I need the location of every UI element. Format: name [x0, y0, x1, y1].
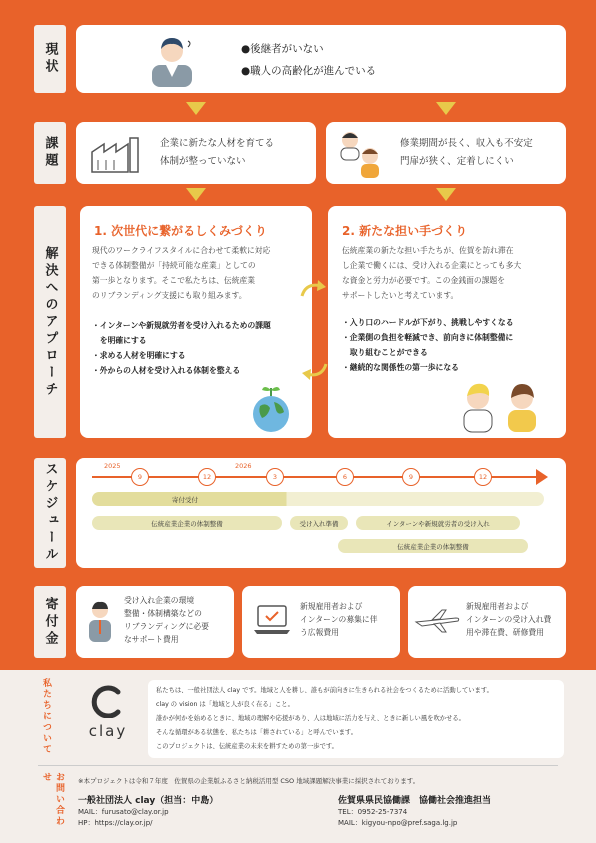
- approach-right-title: 2. 新たな担い手づくり: [342, 224, 468, 238]
- schedule-bar: 伝統産業企業の体制整備: [92, 516, 282, 530]
- timeline-line: [92, 476, 538, 478]
- about-line: そんな循環がある状態を、私たちは「耕されている」と呼んでいます。: [156, 729, 357, 736]
- body-line: サポートしたいと考えています。: [342, 291, 459, 300]
- body-line: 現代のワークライフスタイルに合わせて柔軟に対応: [92, 246, 271, 255]
- schedule-bar: インターンや新規就労者の受け入れ: [356, 516, 520, 530]
- kifu-text: 用や滞在費、研修費用: [466, 628, 544, 637]
- arrow-down-icon: [186, 188, 206, 201]
- schedule-bar: 伝統産業企業の体制整備: [338, 539, 528, 553]
- schedule-bar: 寄付受付: [92, 492, 544, 506]
- org-saga: 佐賀県県民協働課 協働社会推進担当: [338, 796, 492, 806]
- about-line: このプロジェクトは、伝統産業の未来を耕すための第一歩です。: [156, 743, 338, 750]
- factory-icon: [88, 134, 144, 174]
- clay-c-icon: [78, 684, 138, 718]
- body-line: のリブランディング支援にも取り組みます。: [92, 291, 247, 300]
- saga-tel: TEL：0952-25-7374: [338, 808, 408, 816]
- body-line: 第一歩となります。そこで私たちは、伝統産業: [92, 276, 256, 285]
- cycle-arrow-icon: [298, 278, 328, 300]
- kadai-right-line2: 門扉が狭く、定着しにくい: [400, 156, 514, 167]
- genjo-bullet-2: ●職人の高齢化が進んでいる: [241, 65, 377, 77]
- clay-mail-link[interactable]: MAIL：furusato@clay.or.jp: [78, 808, 169, 816]
- kifu-text: リブランディングに必要: [124, 622, 209, 631]
- month-tick: 9: [402, 468, 420, 486]
- section-label-schedule: スケジュール: [34, 458, 66, 568]
- kifu-text: う広報費用: [300, 628, 339, 637]
- body-line: できる体制整備が「持続可能な産業」としての: [92, 261, 256, 270]
- approach-card-left: [80, 206, 312, 438]
- genjo-card: [76, 25, 566, 93]
- month-tick: 6: [336, 468, 354, 486]
- students-icon: [454, 376, 550, 434]
- kifu-card: [408, 586, 566, 658]
- kadai-right-line1: 修業期間が長く、収入も不安定: [400, 138, 533, 149]
- clay-hp-link[interactable]: HP：https://clay.or.jp/: [78, 819, 153, 827]
- kifu-card: [76, 586, 234, 658]
- kadai-card-right: [326, 122, 566, 184]
- kadai-left-line2: 体制が整っていない: [160, 156, 246, 167]
- list-item: ・外からの人材を受け入れる体制を整える: [92, 366, 241, 375]
- saga-mail-link[interactable]: MAIL：kigyou-npo@pref.saga.lg.jp: [338, 819, 458, 827]
- year-2025: 2025: [104, 462, 121, 470]
- approach-card-right: [328, 206, 566, 438]
- kifu-text: 整備・体制構築などの: [124, 609, 202, 618]
- list-item: ・求める人材を明確にする: [92, 351, 186, 360]
- contact-note: ※本プロジェクトは令和７年度 佐賀県の企業版ふるさと納税活用型 CSO 地域課題解決事業に採択されております。: [78, 777, 420, 785]
- section-label-kifu: 寄付金: [34, 586, 66, 658]
- list-item: を明確にする: [92, 336, 147, 345]
- kadai-card-left: [76, 122, 316, 184]
- about-line: 誰かが何かを始めるときに、地域の理解や応援があり、人は地域に活力を与え、ときに新しい風を吹かせる。: [156, 715, 465, 722]
- list-item: ・入り口のハードルが下がり、挑戦しやすくなる: [342, 318, 514, 327]
- young-people-icon: [332, 126, 388, 182]
- approach-left-title: 1. 次世代に繋がるしくみづくり: [94, 224, 267, 238]
- list-item: ・インターンや新規就労者を受け入れるための課題: [92, 321, 271, 330]
- kifu-text: インターンの募集に伴: [300, 615, 378, 624]
- section-label-kadai: 課題: [34, 122, 66, 184]
- section-label-approach: 解決へのアプローチ: [34, 206, 66, 438]
- kifu-text: なサポート費用: [124, 635, 179, 644]
- list-item: 取り組むことができる: [342, 348, 428, 357]
- kifu-card: [242, 586, 400, 658]
- airplane-icon: [412, 606, 462, 634]
- section-label-contact: お問い合わせ: [41, 772, 64, 827]
- kifu-text: 新規雇用者および: [466, 602, 529, 611]
- month-tick: 3: [266, 468, 284, 486]
- list-item: ・継続的な関係性の第一歩になる: [342, 363, 459, 372]
- businessman-icon: [86, 600, 120, 644]
- divider: [38, 765, 558, 766]
- body-line: な資金と労力が必要です。この金銭面の課題を: [342, 276, 506, 285]
- org-clay: 一般社団法人 clay（担当：中島）: [78, 796, 219, 806]
- worried-man-icon: [144, 31, 200, 87]
- month-tick: 12: [198, 468, 216, 486]
- year-2026: 2026: [235, 462, 252, 470]
- clay-logo: [78, 684, 138, 744]
- kifu-text: 受け入れ企業の環境: [124, 596, 195, 605]
- about-box: [148, 680, 564, 758]
- arrow-down-icon: [186, 102, 206, 115]
- cycle-arrow-icon: [300, 360, 330, 382]
- section-label-about: 私たちについて: [41, 678, 51, 755]
- genjo-bullet-1: ●後継者がいない: [241, 43, 324, 55]
- month-tick: 12: [474, 468, 492, 486]
- body-line: し企業で働くには、受け入れる企業にとっても多大: [342, 261, 522, 270]
- globe-sprout-icon: [246, 382, 296, 434]
- about-line: clay の vision は「地域と人が良く在る」こと。: [156, 701, 294, 708]
- clay-logo-text: clay: [88, 722, 128, 740]
- list-item: ・企業側の負担を軽減でき、前向きに体制整備に: [342, 333, 514, 342]
- month-tick: 9: [131, 468, 149, 486]
- timeline-arrow-icon: [536, 469, 548, 485]
- schedule-bar: 受け入れ準備: [290, 516, 348, 530]
- about-line: 私たちは、一般社団法人 clay です。地域と人を耕し、誰もが前向きに生きられる社会をつくるために活動しています。: [156, 687, 493, 694]
- laptop-icon: [252, 604, 292, 636]
- kifu-text: インターンの受け入れ費: [466, 615, 552, 624]
- arrow-down-icon: [436, 188, 456, 201]
- kadai-left-line1: 企業に新たな人材を育てる: [160, 138, 275, 149]
- arrow-down-icon: [436, 102, 456, 115]
- body-line: 伝統産業の新たな担い手たちが、佐賀を訪れ滞在: [342, 246, 514, 255]
- kifu-text: 新規雇用者および: [300, 602, 363, 611]
- section-label-genjo: 現状: [34, 25, 66, 93]
